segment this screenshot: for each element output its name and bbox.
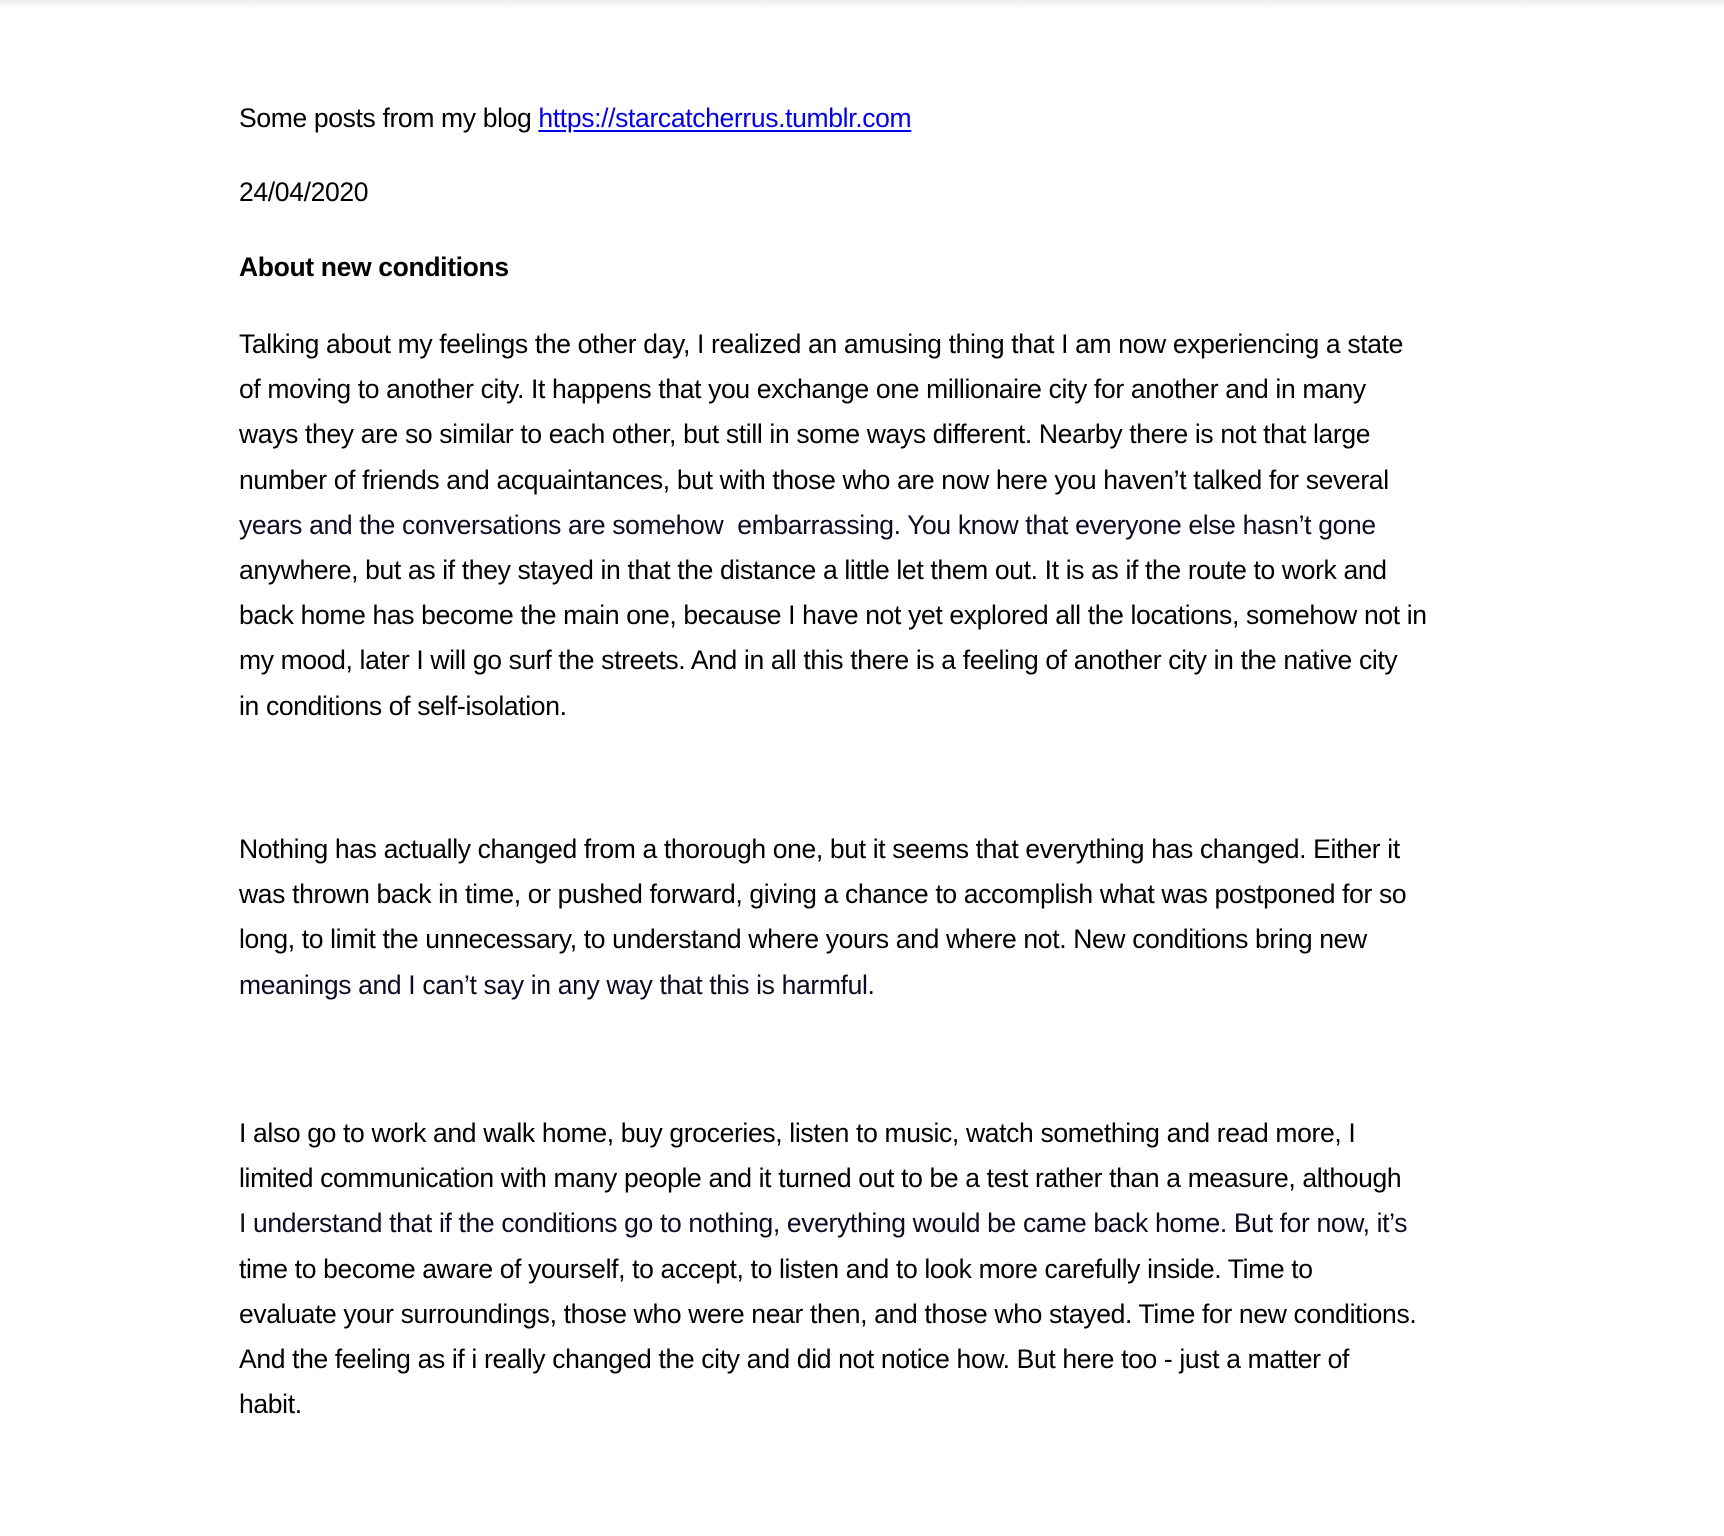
post-title: About new conditions bbox=[239, 252, 509, 282]
paragraph-line: years and the conversations are somehow embarrassing. You know that everyone else hasn’t gone bbox=[239, 509, 1376, 540]
intro-text: Some posts from my blog bbox=[239, 103, 539, 133]
paragraph-line: ways they are so similar to each other, but still in some ways different. Nearby there is not that large bbox=[239, 419, 1371, 450]
paragraph-1 bbox=[239, 322, 1427, 729]
paragraph-line: my mood, later I will go surf the streets. And in all this there is a feeling of another city in the native city bbox=[239, 645, 1398, 676]
paragraph-line: in conditions of self-isolation. bbox=[239, 690, 567, 721]
paragraph-line: was thrown back in time, or pushed forward, giving a chance to accomplish what was postponed for so bbox=[239, 879, 1407, 910]
paragraph-line: back home has become the main one, because I have not yet explored all the locations, somehow not in bbox=[239, 600, 1427, 631]
paragraph-line: habit. bbox=[239, 1389, 302, 1420]
paragraph-line: And the feeling as if i really changed the city and did not notice how. But here too - just a matter of bbox=[239, 1344, 1350, 1375]
paragraph-line: evaluate your surroundings, those who were near then, and those who stayed. Time for new conditions. bbox=[239, 1298, 1417, 1329]
paragraph-line: long, to limit the unnecessary, to understand where yours and where not. New conditions bring new bbox=[239, 924, 1367, 955]
paragraph-line: limited communication with many people and it turned out to be a test rather than a measure, although bbox=[239, 1163, 1402, 1194]
paragraph-line: I understand that if the conditions go to nothing, everything would be came back home. But for now, it’s bbox=[239, 1208, 1408, 1239]
paragraph-line: meanings and I can’t say in any way that this is harmful. bbox=[239, 969, 875, 1000]
paragraph-3 bbox=[239, 1111, 1416, 1427]
paragraph-line: I also go to work and walk home, buy groceries, listen to music, watch something and read more, I bbox=[239, 1118, 1356, 1148]
paragraph-line: anywhere, but as if they stayed in that the distance a little let them out. It is as if the route to work and bbox=[239, 555, 1387, 586]
post-date: 24/04/2020 bbox=[239, 177, 369, 207]
paragraph-line: Nothing has actually changed from a thorough one, but it seems that everything has changed. Either it bbox=[239, 834, 1400, 864]
paragraph-2 bbox=[239, 827, 1406, 1008]
paragraph-line: Talking about my feelings the other day, I realized an amusing thing that I am now experiencing a state bbox=[239, 329, 1404, 359]
paragraph-line: number of friends and acquaintances, but with those who are now here you haven’t talked for several bbox=[239, 464, 1389, 495]
top-edge-shadow bbox=[0, 0, 1724, 10]
blog-link[interactable]: https://starcatcherrus.tumblr.com bbox=[538, 103, 912, 133]
intro-line bbox=[239, 96, 911, 141]
paragraph-line: of moving to another city. It happens that you exchange one millionaire city for another and in many bbox=[239, 374, 1366, 405]
paragraph-line: time to become aware of yourself, to accept, to listen and to look more carefully inside. Time to bbox=[239, 1253, 1313, 1284]
